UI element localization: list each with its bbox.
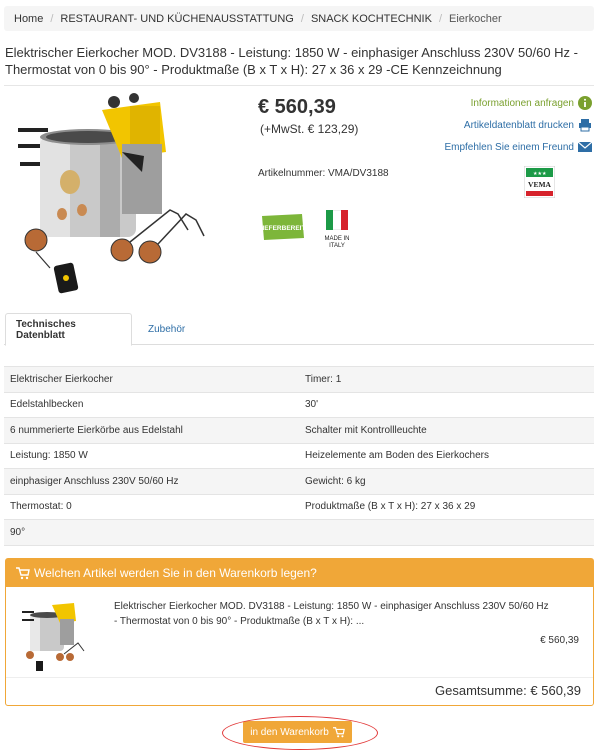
made-in-label: MADE IN ITALY: [324, 236, 350, 249]
spec-cell: [299, 520, 594, 546]
product-actions: [444, 92, 592, 158]
product-price-vat: (+MwSt. € 123,29): [260, 122, 359, 136]
spec-cell: 6 nummerierte Eierkörbe aus Edelstahl: [4, 418, 299, 444]
spec-cell: 30': [299, 392, 594, 418]
spec-row: [4, 392, 594, 418]
breadcrumb-snack[interactable]: SNACK KOCHTECHNIK: [310, 12, 432, 25]
tab-accessories[interactable]: Zubehör: [148, 323, 186, 335]
spec-cell: Elektrischer Eierkocher: [4, 367, 299, 393]
product-title: Elektrischer Eierkocher MOD. DV3188 - Leistung: 1850 W - einphasiger Anschluss 230V 50/60 Hz - Thermostat von 0 bis 90° - Produktmaße (B x T x H): 27 x 36 x 29 -CE Kennzeichnung: [5, 45, 578, 77]
print-sheet-link[interactable]: [444, 114, 592, 136]
spec-cell: Edelstahlbecken: [4, 392, 299, 418]
brand-logo: [524, 166, 555, 198]
spec-table: [4, 366, 594, 546]
mail-icon: [578, 140, 592, 154]
cart-icon: [333, 726, 345, 738]
svg-text:★★★: ★★★: [533, 171, 547, 177]
delivery-ready-badge: [258, 212, 306, 242]
divider: [4, 85, 594, 86]
breadcrumb-home[interactable]: Home: [14, 12, 44, 25]
info-icon: [578, 96, 592, 110]
info-request-label: Informationen anfragen: [470, 97, 574, 109]
product-price: € 560,39: [258, 96, 336, 118]
spec-cell: 90°: [4, 520, 299, 546]
made-in-italy-badge: [318, 210, 356, 250]
breadcrumb-separator: /: [50, 12, 54, 25]
product-tabs: [4, 313, 594, 345]
divider: [6, 677, 593, 678]
product-image[interactable]: [10, 92, 210, 302]
breadcrumb: [4, 6, 594, 31]
breadcrumb-separator: /: [438, 12, 443, 25]
add-to-cart-label: in den Warenkorb: [250, 726, 329, 738]
cart-icon: [16, 566, 30, 580]
spec-cell: einphasiger Anschluss 230V 50/60 Hz: [4, 469, 299, 495]
delivery-ready-label: LIEFERBEREIT: [258, 225, 306, 232]
spec-cell: Schalter mit Kontrollleuchte: [299, 418, 594, 444]
spec-cell: Gewicht: 6 kg: [299, 469, 594, 495]
spec-cell: Heizelemente am Boden des Eierkochers: [299, 443, 594, 469]
article-number: Artikelnummer: VMA/DV3188: [258, 168, 389, 179]
cart-panel-header: [6, 559, 593, 587]
spec-cell: Produktmaße (B x T x H): 27 x 36 x 29: [299, 494, 594, 520]
spec-row: [4, 367, 594, 393]
cart-total: Gesamtsumme: € 560,39: [435, 683, 581, 698]
italy-flag-icon: [326, 210, 348, 230]
tab-technical-sheet[interactable]: Technisches Datenblatt: [5, 313, 132, 346]
recommend-label: Empfehlen Sie einem Freund: [444, 141, 574, 153]
recommend-link[interactable]: [444, 136, 592, 158]
breadcrumb-current: Eierkocher: [449, 12, 502, 25]
cart-item-description: Elektrischer Eierkocher MOD. DV3188 - Leistung: 1850 W - einphasiger Anschluss 230V 50/60 Hz - Thermostat von 0 bis 90° - Produktmaße (B x T x H): ...: [114, 601, 549, 627]
spec-row: [4, 443, 594, 469]
cart-selection-panel: [5, 558, 594, 706]
spec-row: [4, 520, 594, 546]
spec-row: [4, 469, 594, 495]
info-request-link[interactable]: [444, 92, 592, 114]
spec-cell: Leistung: 1850 W: [4, 443, 299, 469]
breadcrumb-restaurant[interactable]: RESTAURANT- UND KÜCHENAUSSTATTUNG: [60, 12, 294, 25]
spec-row: [4, 418, 594, 444]
brand-logo-label: VEMA: [528, 180, 551, 189]
cart-item-price: € 560,39: [540, 635, 579, 646]
print-icon: [578, 118, 592, 132]
print-sheet-label: Artikeldatenblatt drucken: [463, 119, 574, 131]
add-to-cart-button[interactable]: [243, 721, 352, 743]
cart-panel-heading: Welchen Artikel werden Sie in den Warenkorb legen?: [34, 566, 317, 580]
spec-row: [4, 494, 594, 520]
spec-cell: Timer: 1: [299, 367, 594, 393]
spec-cell: Thermostat: 0: [4, 494, 299, 520]
cart-item-image[interactable]: [20, 599, 90, 675]
breadcrumb-separator: /: [300, 12, 304, 25]
